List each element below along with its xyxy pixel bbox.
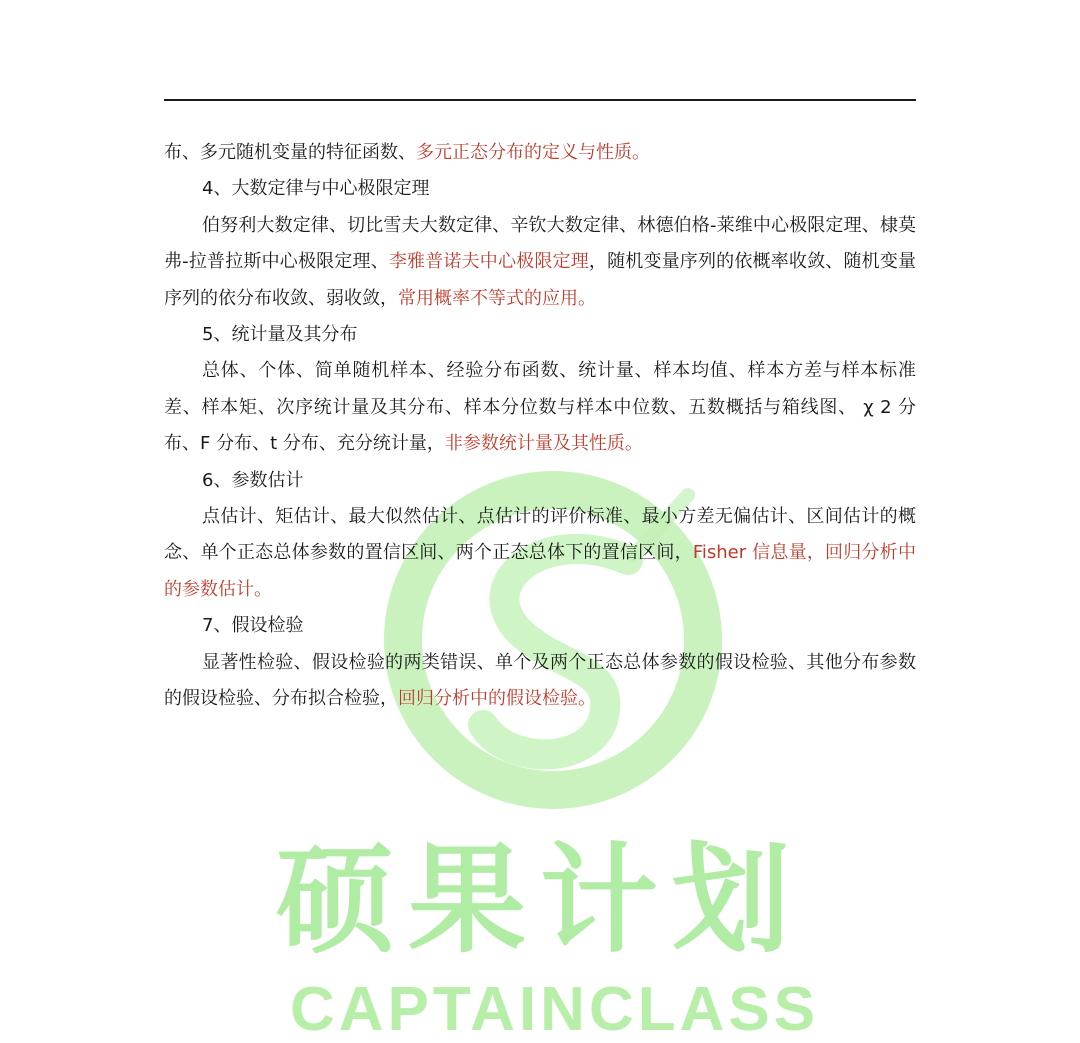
highlight-text: 非参数统计量及其性质。 xyxy=(444,433,643,455)
highlight-text: Fisher 信息量，回归分析中的参数估计。 xyxy=(164,542,916,600)
highlight-text: 回归分析中的假设检验。 xyxy=(398,688,596,710)
highlight-text: 常用概率不等式的应用。 xyxy=(398,287,596,309)
section-heading-5: 5、统计量及其分布 xyxy=(202,324,358,346)
paragraph-continued: 布、多元随机变量的特征函数、多元正态分布的定义与性质。 xyxy=(164,142,650,163)
highlight-text: 李雅普诺夫中心极限定理 xyxy=(388,251,589,273)
paragraph-section-6: 点估计、矩估计、最大似然估计、点估计的评价标准、最小方差无偏估计、区间估计的概念、单个正态总体参数的置信区间、两个正态总体下的置信区间，Fisher 信息量，回归分析中的参数估计。 xyxy=(164,506,916,600)
section-heading-6: 6、参数估计 xyxy=(202,469,304,491)
highlight-text: 多元正态分布的定义与性质。 xyxy=(416,142,650,163)
paragraph-section-5: 总体、个体、简单随机样本、经验分布函数、统计量、样本均值、样本方差与样本标准差、样本矩、次序统计量及其分布、样本分位数与样本中位数、五数概括与箱线图、 χ 2 分布、F 分布、t 分布、充分统计量，非参数统计量及其性质。 xyxy=(164,360,916,455)
section-heading-4: 4、大数定律与中心极限定理 xyxy=(202,178,430,200)
watermark-title-en: CAPTAINCLASS xyxy=(290,975,820,1043)
document-body xyxy=(164,135,916,718)
watermark-title-cn: 硕果计划 xyxy=(275,831,804,969)
paragraph-section-4: 伯努利大数定律、切比雪夫大数定律、辛钦大数定律、林德伯格-莱维中心极限定理、棣莫弗-拉普拉斯中心极限定理、李雅普诺夫中心极限定理，随机变量序列的依概率收敛、随机变量序列的依分布收敛、弱收敛，常用概率不等式的应用。 xyxy=(164,214,916,309)
paragraph-section-7: 显著性检验、假设检验的两类错误、单个及两个正态总体参数的假设检验、其他分布参数的假设检验、分布拟合检验，回归分析中的假设检验。 xyxy=(164,651,916,710)
section-heading-7: 7、假设检验 xyxy=(202,615,304,637)
header-rule xyxy=(164,99,916,101)
